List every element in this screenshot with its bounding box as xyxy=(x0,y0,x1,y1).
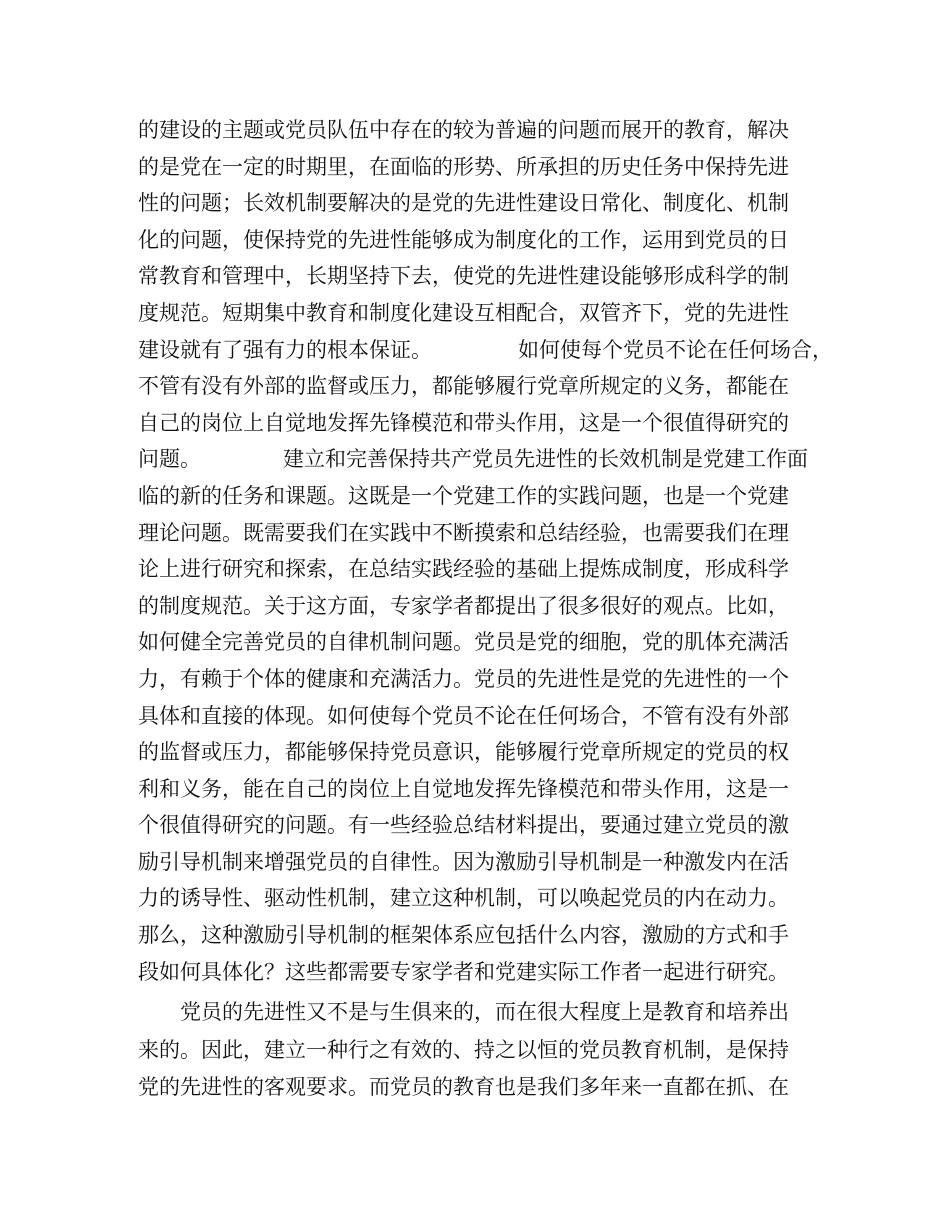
text-line: 段如何具体化？这些都需要专家学者和党建实际工作者一起进行研究。 xyxy=(138,959,789,984)
text-segment: 建设就有了强有力的根本保证。 xyxy=(138,337,432,362)
body-text-paragraph-2 xyxy=(138,994,818,1107)
text-line: 的建设的主题或党员队伍中存在的较为普遍的问题而展开的教育，解决 xyxy=(138,118,789,142)
text-line: 自己的岗位上自觉地发挥先锋模范和带头作用，这是一个很值得研究的 xyxy=(138,410,789,435)
text-line: 党的先进性的客观要求。而党员的教育也是我们多年来一直都在抓、在 xyxy=(138,1075,789,1099)
text-line: 那么，这种激励引导机制的框架体系应包括什么内容，激励的方式和手 xyxy=(138,923,789,948)
text-line xyxy=(138,441,818,478)
text-segment: 党员的先进性又不是与生俱来的，而在很大程度上是教育和培养出 xyxy=(180,1000,789,1024)
text-line: 化的问题，使保持党的先进性能够成为制度化的工作，运用到党员的日 xyxy=(138,227,789,252)
text-line: 励引导机制来增强党员的自律性。因为激励引导机制是一种激发内在活 xyxy=(138,849,789,874)
text-segment: 如何使每个党员不论在任何场合， xyxy=(518,337,833,362)
text-line: 的监督或压力，都能够保持党员意识，能够履行党章所规定的党员的权 xyxy=(138,740,789,765)
text-line: 度规范。短期集中教育和制度化建设互相配合，双管齐下，党的先进性 xyxy=(138,300,789,325)
text-line: 来的。因此，建立一种行之有效的、持之以恒的党员教育机制，是保持 xyxy=(138,1037,789,1062)
text-line: 力的诱导性、驱动性机制，建立这种机制，可以唤起党员的内在动力。 xyxy=(138,886,789,911)
text-segment: 问题。 xyxy=(138,447,201,472)
text-line: 个很值得研究的问题。有一些经验总结材料提出，要通过建立党员的激 xyxy=(138,813,789,838)
text-line: 具体和直接的体现。如何使每个党员不论在任何场合，不管有没有外部 xyxy=(138,703,789,728)
text-line xyxy=(138,994,818,1032)
text-line: 临的新的任务和课题。这既是一个党建工作的实践问题，也是一个党建 xyxy=(138,483,789,508)
text-line xyxy=(138,332,833,369)
text-line: 不管有没有外部的监督或压力，都能够履行党章所规定的义务，都能在 xyxy=(138,374,789,399)
text-line: 论上进行研究和探索，在总结实践经验的基础上提炼成制度，形成科学 xyxy=(138,557,789,582)
text-line: 利和义务，能在自己的岗位上自觉地发挥先锋模范和带头作用，这是一 xyxy=(138,776,789,801)
text-line: 如何健全完善党员的自律机制问题。党员是党的细胞，党的肌体充满活 xyxy=(138,630,789,655)
text-line: 常教育和管理中，长期坚持下去，使党的先进性建设能够形成科学的制 xyxy=(138,264,789,289)
text-line: 性的问题；长效机制要解决的是党的先进性建设日常化、制度化、机制 xyxy=(138,191,789,216)
text-line: 的是党在一定的时期里，在面临的形势、所承担的历史任务中保持先进 xyxy=(138,154,789,179)
text-line: 力，有赖于个体的健康和充满活力。党员的先进性是党的先进性的一个 xyxy=(138,666,789,691)
body-text-paragraph-1 xyxy=(138,112,833,990)
text-line: 的制度规范。关于这方面，专家学者都提出了很多很好的观点。比如， xyxy=(138,593,789,618)
text-segment: 建立和完善保持共产党员先进性的长效机制是党建工作面 xyxy=(283,447,808,472)
text-line: 理论问题。既需要我们在实践中不断摸索和总结经验，也需要我们在理 xyxy=(138,520,789,545)
